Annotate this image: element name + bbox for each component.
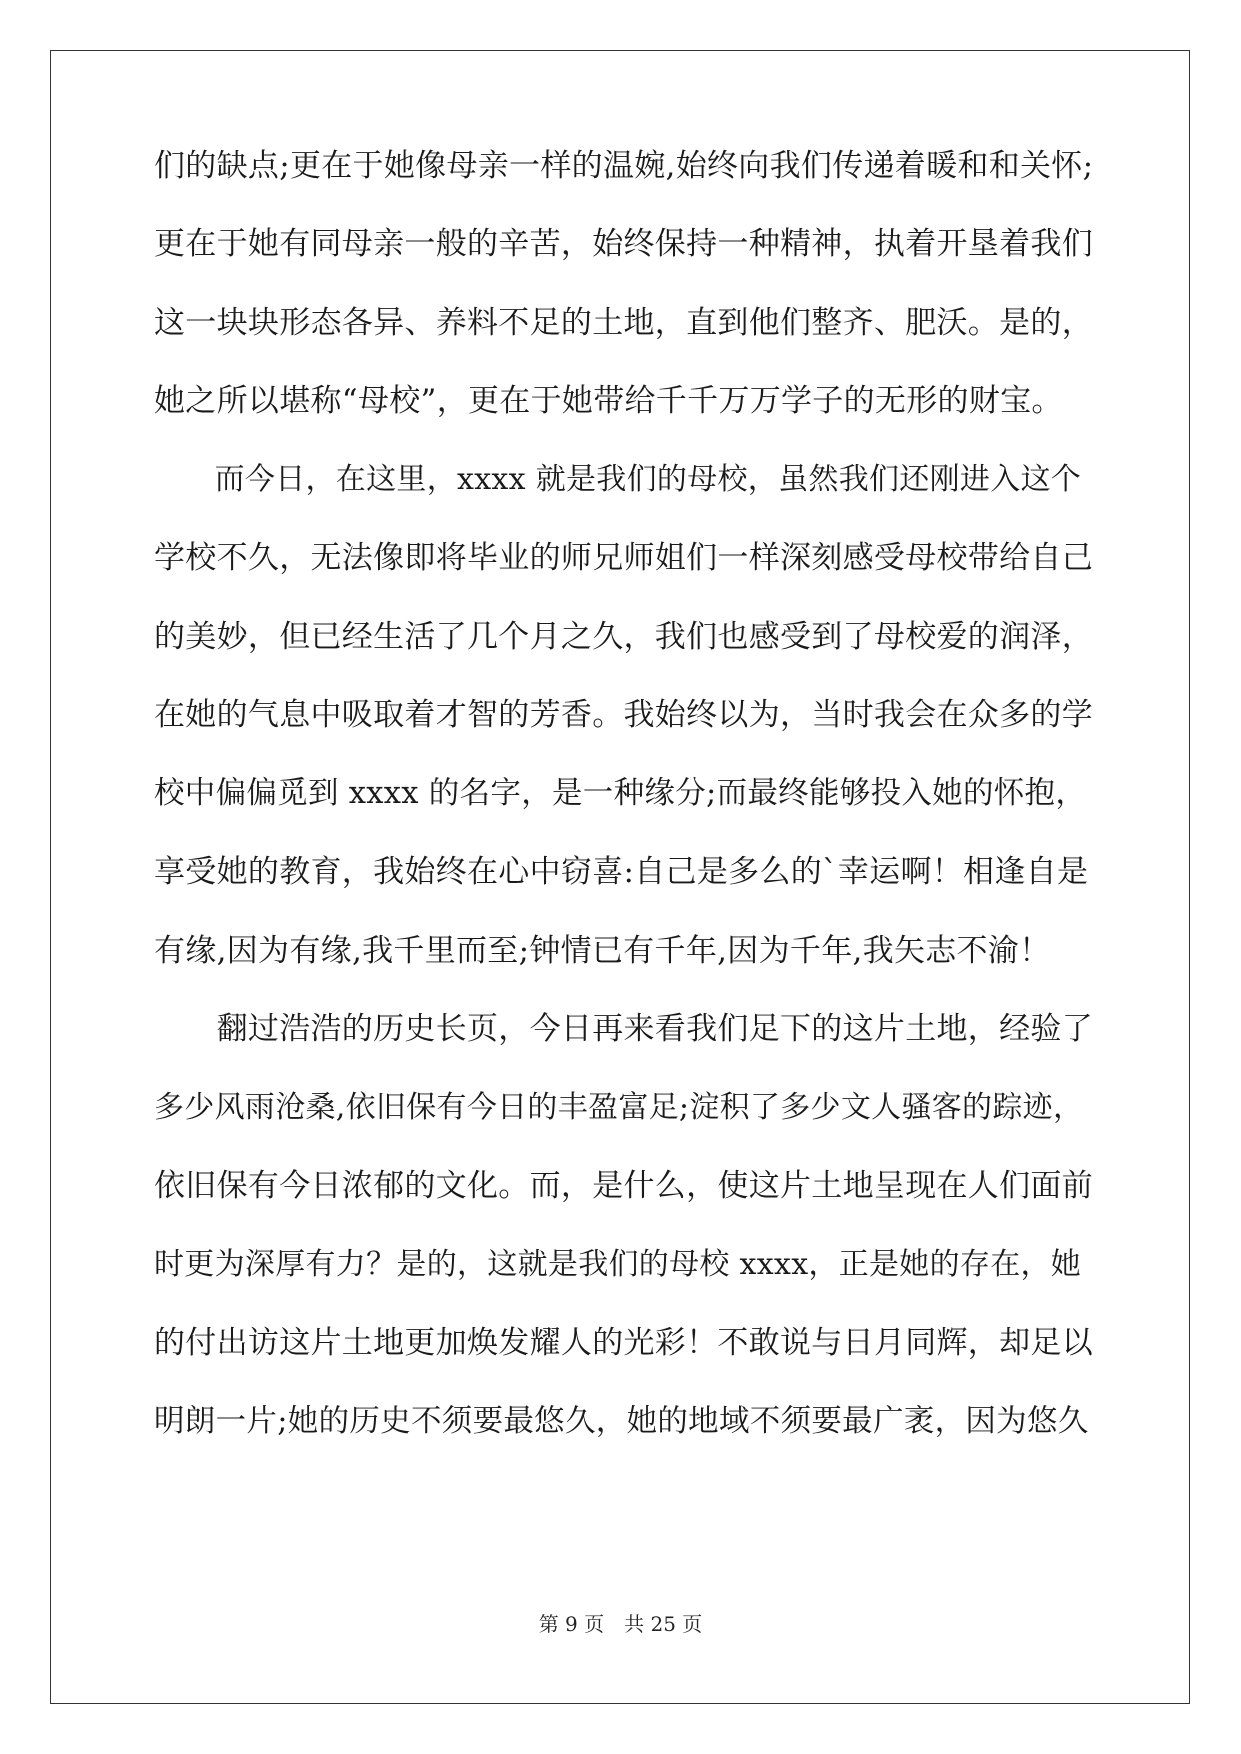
text-line: 翻过浩浩的历史长页，今日再来看我们足下的这片土地，经验了 [154,1011,1093,1047]
text-line: 在她的气息中吸取着才智的芳香。我始终以为，当时我会在众多的学 [154,697,1093,733]
text-line: 时更为深厚有力？是的，这就是我们的母校 xxxx，正是她的存在，她 [154,1247,1082,1282]
text-line: 的付出访这片土地更加焕发耀人的光彩！不敢说与日月同辉，却足以 [154,1325,1093,1361]
text-line: 明朗一片;她的历史不须要最悠久，她的地域不须要最广袤，因为悠久 [154,1404,1089,1439]
text-line: 享受她的教育，我始终在心中窃喜:自己是多么的`幸运啊！相逢自是 [154,854,1089,890]
text-line: 们的缺点;更在于她像母亲一样的温婉,始终向我们传递着暖和和关怀; [154,148,1094,184]
text-line: 多少风雨沧桑,依旧保有今日的丰盈富足;淀积了多少文人骚客的踪迹， [154,1090,1084,1125]
page-number: 第 9 页 共 25 页 [538,1612,703,1636]
text-line: 而今日，在这里，xxxx 就是我们的母校，虽然我们还刚进入这个 [154,462,1082,497]
text-line: 有缘,因为有缘,我千里而至;钟情已有千年,因为千年,我矢志不渝！ [154,933,1051,969]
text-line: 依旧保有今日浓郁的文化。而，是什么，使这片土地呈现在人们面前 [154,1168,1093,1204]
text-line: 她之所以堪称“母校”，更在于她带给千千万万学子的无形的财宝。 [154,383,1063,419]
text-line: 学校不久，无法像即将毕业的师兄师姐们一样深刻感受母校带给自己 [154,540,1093,576]
text-line: 更在于她有同母亲一般的辛苦，始终保持一种精神，执着开垦着我们 [154,226,1093,262]
text-line: 的美妙，但已经生活了几个月之久，我们也感受到了母校爱的润泽， [154,619,1093,655]
text-line: 校中偏偏觅到 xxxx 的名字，是一种缘分;而最终能够投入她的怀抱， [154,776,1087,811]
text-line: 这一块块形态各异、养料不足的土地，直到他们整齐、肥沃。是的， [154,305,1093,341]
